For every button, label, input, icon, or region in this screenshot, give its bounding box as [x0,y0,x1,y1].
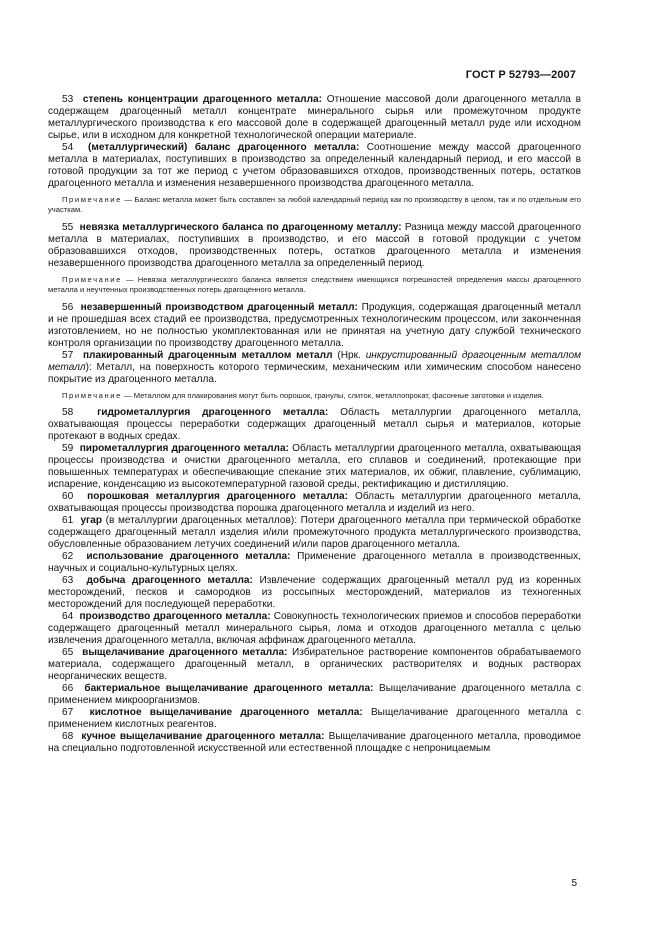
term-name: угар [80,515,103,527]
term-name: использование драгоценного металла: [86,551,291,563]
term-entry [48,551,581,575]
term-entry [48,515,581,551]
term-number: 60 [62,491,74,503]
note-label: Примечание [62,390,122,400]
term-synonym: инкрустированный драгоценным металлом металл [48,349,582,373]
term-name: производство драгоценного металла: [79,611,271,623]
term-number: 63 [62,575,74,587]
term-definition: Продукция, содержащая драгоценный металл и не прошедшая всех стадий ее производства, предусмотренных технологическим процессом, или законченная изготовлением, но не полностью укомплектованная или не принятая на учетную дату службой технического контроля организации по производству драгоценного металла. [48,301,581,349]
note-label: Примечание [62,195,122,204]
term-name: добыча драгоценного металла: [86,575,253,587]
note-label: Примечание [62,274,122,284]
term-number: 67 [62,707,74,719]
term-number: 54 [62,142,74,153]
page-number: 5 [571,878,577,889]
term-number: 65 [62,647,74,659]
term-qualifier: (Нрк. [332,349,366,361]
terms-list [48,94,581,755]
term-number: 64 [62,611,74,623]
term-entry [48,142,581,190]
term-definition: Избирательное растворение компонентов обрабатываемого материала, содержащего драгоценный металл, в органических растворителях и водных растворах неорганических веществ. [48,647,581,683]
term-definition: Соотношение между массой драгоценного металла в материалах, поступивших в производство за определенный календарный период, и его массой в готовой продукции за тот же период с учетом образовавшихся отходов, производственных потерь, остатков драгоценного металла и изменения незавершенного производства драгоценного металла. [48,142,582,189]
term-number: 59 [62,443,74,455]
term-definition: Отношение массовой доли драгоценного металла в содержащем драгоценный металл концентрате минерального сырья или промежуточном продукте металлургического производства к его массовой доле в содержащей драгоценный металл руде или исходном сырье, или в исходном для конкретной технологической операции материале. [48,94,582,141]
term-name: пирометаллургия драгоценного металла: [79,443,289,455]
term-entry [48,443,581,491]
term-name: (металлургический) баланс драгоценного металла: [88,142,360,153]
note-paragraph [48,275,581,296]
term-number: 53 [62,94,74,105]
note-paragraph [48,391,581,401]
term-definition: Совокупность технологических приемов и способов переработки содержащего драгоценный металл минерального сырья, лома и отходов драгоценного металла с целью извлечения драгоценного металла, включая аффинаж драгоценного металла. [48,611,582,647]
term-definition: ): Металл, на поверхность которого термическим, механическим или химическим способом нанесено покрытие из драгоценного металла. [48,361,581,385]
term-entry [48,731,581,755]
term-entry [48,94,581,142]
term-name: кучное выщелачивание драгоценного металла: [81,731,325,743]
term-number: 66 [62,683,74,695]
term-number: 57 [62,349,74,361]
term-definition: Выщелачивание драгоценного металла с применением микроорганизмов. [48,683,582,707]
term-definition: Область металлургии драгоценного металла, охватывающая процессы производства порошка драгоценного металла и изделий из него. [48,491,581,515]
term-name: выщелачивание драгоценного металла: [82,647,288,659]
term-entry [48,707,581,731]
term-number: 68 [62,731,74,743]
term-number: 62 [62,551,74,563]
term-definition: Область металлургии драгоценного металла, охватывающая процессы производства и очистки драгоценного металла, его сплавов и соединений, протекающие при повышенных температурах и обеспечивающие спекание этих материалов, их обжиг, плавление, сублимацию, испарение, конденсацию из высокотемпературной газовой среды, ректификацию и дистилляцию. [48,443,582,491]
term-name: гидрометаллургия драгоценного металла: [97,407,329,419]
note-text: — Невязка металлургического баланса является следствием имеющихся погрешностей определения массы драгоценного металла и неучтенных производственных потерь драгоценного металла. [48,274,581,295]
term-entry [48,647,581,683]
term-entry [48,491,581,515]
term-name: невязка металлургического баланса по драгоценному металлу: [79,221,402,233]
note-text: — Баланс металла может быть составлен за любой календарный период как по производству в целом, так и по отдельным его участкам. [48,195,581,215]
term-name: порошковая металлургия драгоценного металла: [87,491,349,503]
term-name: степень концентрации драгоценного металла: [82,94,322,105]
term-name: бактериальное выщелачивание драгоценного металла: [84,683,374,695]
term-number: 58 [62,407,74,419]
note-text: — Металлом для плакирования могут быть порошок, гранулы, слиток, металлопрокат, фасонные заготовки и изделия. [121,390,544,400]
term-entry [48,302,581,350]
term-entry [48,350,581,386]
term-qualifier: (в металлургии драгоценных металлов) [102,515,295,527]
note-paragraph [48,195,581,216]
term-name: незавершенный производством драгоценный металл: [80,301,358,313]
term-entry [48,683,581,707]
term-definition: Область металлургии драгоценного металла, охватывающая процессы переработки содержащих драгоценный металл сырья и материалов, которые протекают в водных средах. [48,407,581,443]
term-definition: Применение драгоценного металла в производственных, научных и социально-культурных целях. [48,551,581,575]
term-definition: : Потери драгоценного металла при термической обработке содержащего драгоценный металл изделия и/или промежуточного продукта металлургического производства, обусловленные образованием летучих соединений и/или паров драгоценного металла. [48,515,582,551]
term-definition: Выщелачивание драгоценного металла с применением кислотных реагентов. [48,707,582,731]
term-entry [48,575,581,611]
term-name: плакированный драгоценным металлом металл [82,349,333,361]
term-entry [48,222,581,270]
term-definition: Разница между массой драгоценного металла в материалах, поступивших в производство, и его массой в готовой продукции с учетом образовавшихся отходов, производственных потерь, остатков драгоценного металла и изменения незавершенного производства драгоценного металла за определенный период. [48,221,582,269]
term-entry [48,611,581,647]
term-number: 56 [62,301,74,313]
term-entry [48,407,581,443]
term-name: кислотное выщелачивание драгоценного металла: [89,707,363,719]
term-number: 61 [62,515,74,527]
term-definition: Извлечение содержащих драгоценный металл руд из коренных месторождений, песков и самородков из россыпных месторождений, материалов из техногенных месторождений для последующей переработки. [48,575,581,611]
term-definition: Выщелачивание драгоценного металла, проводимое на специально подготовленной искусственной или естественной площадке с непроницаемым [48,731,581,755]
term-number: 55 [62,221,74,233]
standard-header: ГОСТ Р 52793—2007 [465,69,576,81]
